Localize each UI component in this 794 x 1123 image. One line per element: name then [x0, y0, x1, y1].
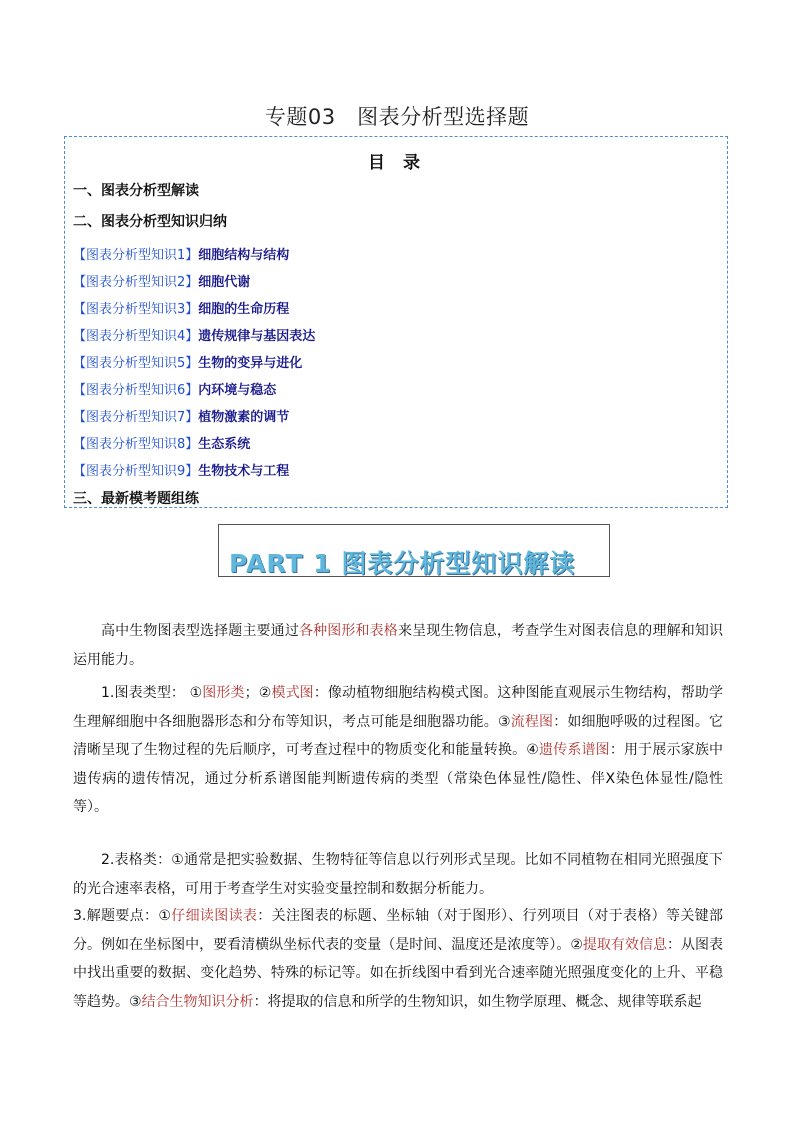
graph-types-paragraph [73, 679, 723, 822]
toc-section-2[interactable]: 二、图表分析型知识归纳 [73, 214, 227, 230]
part-banner-title: PART 1 图表分析型知识解读 [229, 549, 576, 578]
p3-text-a: 3.解题要点：① [73, 908, 172, 924]
toc-item-label: 【图表分析型知识2】 [73, 275, 199, 290]
intro-text-1: 高中生物图表型选择题主要通过 [101, 623, 299, 639]
toc-item-8[interactable] [73, 433, 250, 452]
toc-item-text: 生物技术与工程 [198, 464, 290, 479]
toc-heading: 目 录 [368, 153, 426, 173]
toc-item-text: 生态系统 [198, 437, 251, 452]
p3-highlight-extract: 提取有效信息 [582, 936, 667, 953]
toc-item-label: 【图表分析型知识7】 [73, 410, 199, 425]
toc-item-text: 细胞结构与结构 [198, 248, 290, 263]
page-title: 专题03 图表分析型选择题 [264, 105, 530, 129]
p3-text-c: ：关注图表的标题、坐标轴（对于图形）、行列项目（对于表格）等关键部分。例如在坐标图中，要看清横纵坐标代表的变量（是时间、温度还是浓度等）。② [73, 908, 724, 953]
intro-highlight: 各种图形和表格 [298, 623, 398, 639]
toc-item-label: 【图表分析型知识5】 [73, 356, 199, 371]
toc-item-3[interactable] [73, 298, 289, 317]
toc-item-text: 植物激素的调节 [198, 410, 290, 425]
toc-item-label: 【图表分析型知识9】 [73, 464, 199, 479]
toc-item-text: 遗传规律与基因表达 [198, 329, 316, 344]
toc-item-label: 【图表分析型知识1】 [73, 248, 199, 263]
table-types-paragraph: 2.表格类：①通常是把实验数据、生物特征等信息以行列形式呈现。比如不同植物在相同光照强度下的光合速率表格，可用于考查学生对实验变量控制和数据分析能力。 [73, 852, 723, 897]
toc-item-label: 【图表分析型知识8】 [73, 437, 199, 452]
toc-item-text: 细胞的生命历程 [198, 302, 290, 317]
p3-highlight-read: 仔细读图读表 [171, 908, 258, 924]
toc-section-1[interactable]: 一、图表分析型解读 [73, 183, 199, 199]
p1-text-i: ：用于展示家族中遗传病的遗传情况，通过分析系谱图能判断遗传病的类型（常染色体显性/隐性、伴X染色体显性/隐性等）。 [73, 742, 724, 815]
toc-item-label: 【图表分析型知识6】 [73, 383, 199, 398]
intro-text-2: 来呈现生物信息，考查学生对图表信息的理解和知识运用能力。 [73, 623, 724, 668]
toc-item-label: 【图表分析型知识4】 [73, 329, 199, 344]
toc-item-9[interactable] [73, 460, 289, 479]
toc-item-6[interactable] [73, 379, 276, 398]
toc-section-3[interactable]: 三、最新模考题组练 [73, 491, 199, 507]
p1-highlight-pedigree: 遗传系谱图 [539, 742, 610, 758]
toc-item-5[interactable] [73, 352, 302, 371]
p3-highlight-combine: 结合生物知识分析 [141, 993, 254, 1010]
p1-text-e: ：像动植物细胞结构模式图。这种图能直观展示生物结构，帮助学生理解细胞中各细胞器形态和分布等知识，考点可能是细胞器功能。③ [73, 685, 724, 730]
p1-text-a: 1.图表类型： ① [101, 685, 203, 701]
solving-tips-paragraph [73, 902, 723, 1016]
p1-highlight-flow: 流程图 [510, 713, 554, 730]
toc-item-4[interactable] [73, 325, 315, 344]
p3-text-e: ：从图表中找出重要的数据、变化趋势、特殊的标记等。如在折线图中看到光合速率随光照强度变化的上升、平稳等趋势。③ [73, 936, 723, 1010]
toc-item-2[interactable] [73, 271, 250, 290]
toc-item-text: 内环境与稳态 [198, 383, 277, 398]
p1-highlight-model: 模式图 [271, 685, 314, 701]
toc-item-text: 细胞代谢 [198, 275, 251, 290]
toc-item-1[interactable] [73, 244, 289, 263]
toc-item-label: 【图表分析型知识3】 [73, 302, 199, 317]
toc-item-text: 生物的变异与进化 [198, 356, 303, 371]
p1-text-c: ；② [244, 685, 272, 701]
intro-paragraph [73, 617, 723, 674]
toc-item-7[interactable] [73, 406, 289, 425]
p3-text-g: ：将提取的信息和所学的生物知识，如生物学原理、概念、规律等联系起 [253, 993, 702, 1010]
p1-text-g: ：如细胞呼吸的过程图。它清晰呈现了生物过程的先后顺序，可考查过程中的物质变化和能量转换。④ [73, 713, 724, 758]
p1-highlight-graph: 图形类 [202, 685, 245, 701]
